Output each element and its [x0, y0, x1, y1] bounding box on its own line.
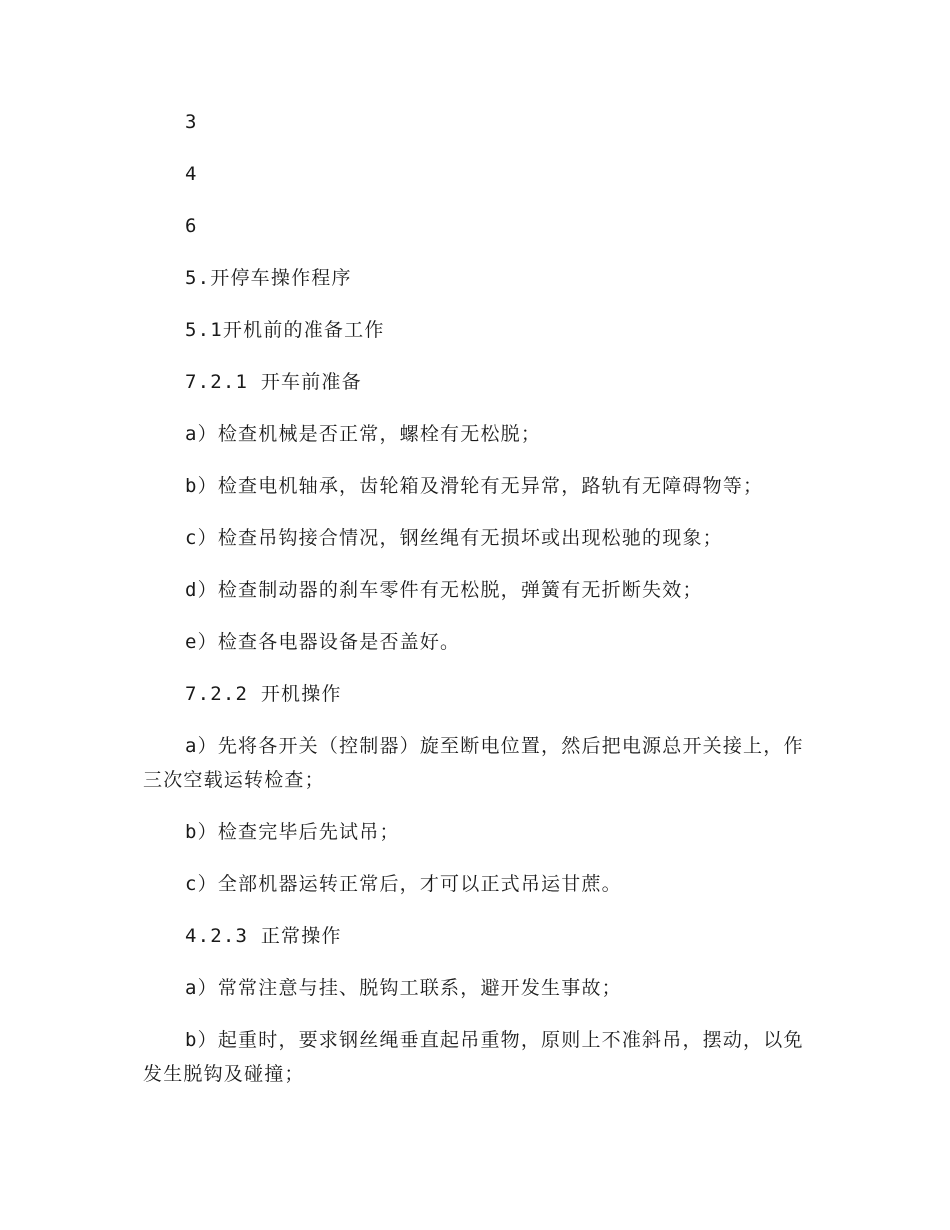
list-item-a: a）检查机械是否正常，螺栓有无松脱； — [185, 423, 542, 445]
list-item-d: d）检查制动器的刹车零件有无松脱，弹簧有无折断失效； — [185, 579, 703, 601]
list-item-e: e）检查各电器设备是否盖好。 — [185, 631, 461, 653]
list-item-c-startup: c）全部机器运转正常后，才可以正式吊运甘蔗。 — [185, 873, 622, 895]
list-item-b-startup: b）检查完毕后先试吊； — [185, 821, 400, 843]
section-heading-5: 5.开停车操作程序 — [185, 267, 352, 289]
section-heading-4-2-3: 4.2.3 正常操作 — [185, 925, 342, 947]
section-heading-7-2-2: 7.2.2 开机操作 — [185, 683, 342, 705]
list-item-a-normal: a）常常注意与挂、脱钩工联系，避开发生事故； — [185, 977, 622, 999]
page-number-4: 4 — [185, 163, 198, 185]
list-item-a-startup: a）先将各开关（控制器）旋至断电位置，然后把电源总开关接上，作三次空载运转检查； — [143, 735, 804, 791]
page-number-3: 3 — [185, 111, 198, 133]
document-body — [143, 105, 813, 1109]
section-heading-7-2-1: 7.2.1 开车前准备 — [185, 371, 362, 393]
section-heading-5-1: 5.1开机前的准备工作 — [185, 319, 385, 341]
list-item-b: b）检查电机轴承，齿轮箱及滑轮有无异常，路轨有无障碍物等； — [185, 475, 764, 497]
list-item-c: c）检查吊钩接合情况，钢丝绳有无损坏或出现松驰的现象； — [185, 527, 723, 549]
page-number-6: 6 — [185, 215, 198, 237]
list-item-b-normal: b）起重时，要求钢丝绳垂直起吊重物，原则上不准斜吊，摆动，以免发生脱钩及碰撞； — [143, 1029, 804, 1085]
